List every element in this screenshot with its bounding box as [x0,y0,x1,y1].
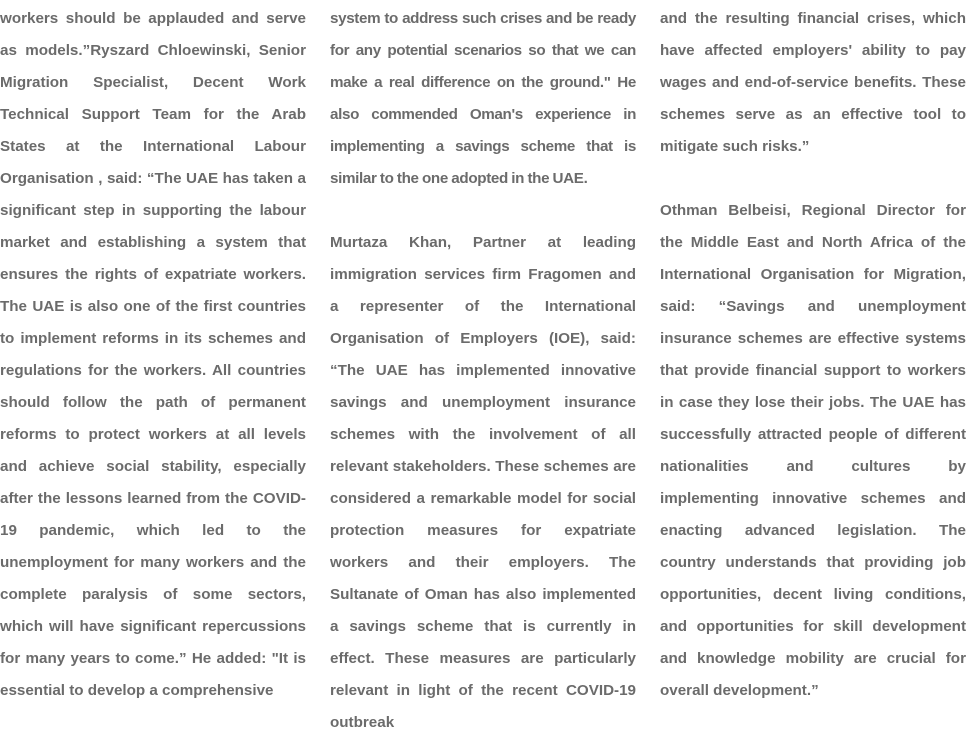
paragraph-comprehensive-system: system to address such crises and be ready for any potential scenarios so that we can make a real difference on the ground." He also commended Oman's experience in implementing a savings scheme that is similar to the one adopted in the UAE. [330,10,636,187]
paragraph-chloewinski-quote: workers should be applauded and serve as models.”Ryszard Chloewinski, Senior Migration Specialist, Decent Work Technical Support Team for the Arab States at the International Labour Organisation , said: “The UAE has taken a significant step in supporting the labour market and establishing a system that ensures the rights of expatriate workers. The UAE is also one of the first countries to implement reforms in its schemes and regulations for the workers. All countries should follow the path of permanent reforms to protect workers at all levels and achieve social stability, especially after the lessons learned from the COVID-19 pandemic, which led to the unemployment for many workers and the complete paralysis of some sectors, which will have significant repercussions for many years to come.” He added: "It is essential to develop a comprehensive [0,10,306,699]
article-column-2 [330,3,636,739]
paragraph-financial-crises: and the resulting financial crises, which have affected employers' ability to pay wages and end-of-service benefits. These schemes serve as an effective tool to mitigate such risks.” [660,10,966,155]
article-column-1 [0,3,306,707]
paragraph-murtaza-khan-quote: Murtaza Khan, Partner at leading immigration services firm Fragomen and a representer of the International Organisation of Employers (IOE), said: “The UAE has implemented innovative savings and unemployment insurance schemes with the involvement of all relevant stakeholders. These schemes are considered a remarkable model for social protection measures for expatriate workers and their employers. The Sultanate of Oman has also implemented a savings scheme that is currently in effect. These measures are particularly relevant in light of the recent COVID-19 outbreak [330,234,636,731]
paragraph-othman-belbeisi-quote: Othman Belbeisi, Regional Director for the Middle East and North Africa of the International Organisation for Migration, said: “Savings and unemployment insurance schemes are effective systems that provide financial support to workers in case they lose their jobs. The UAE has successfully attracted people of different nationalities and cultures by implementing innovative schemes and enacting advanced legislation. The country understands that providing job opportunities, decent living conditions, and opportunities for skill development and knowledge mobility are crucial for overall development.” [660,202,966,699]
article-column-3 [660,3,966,707]
